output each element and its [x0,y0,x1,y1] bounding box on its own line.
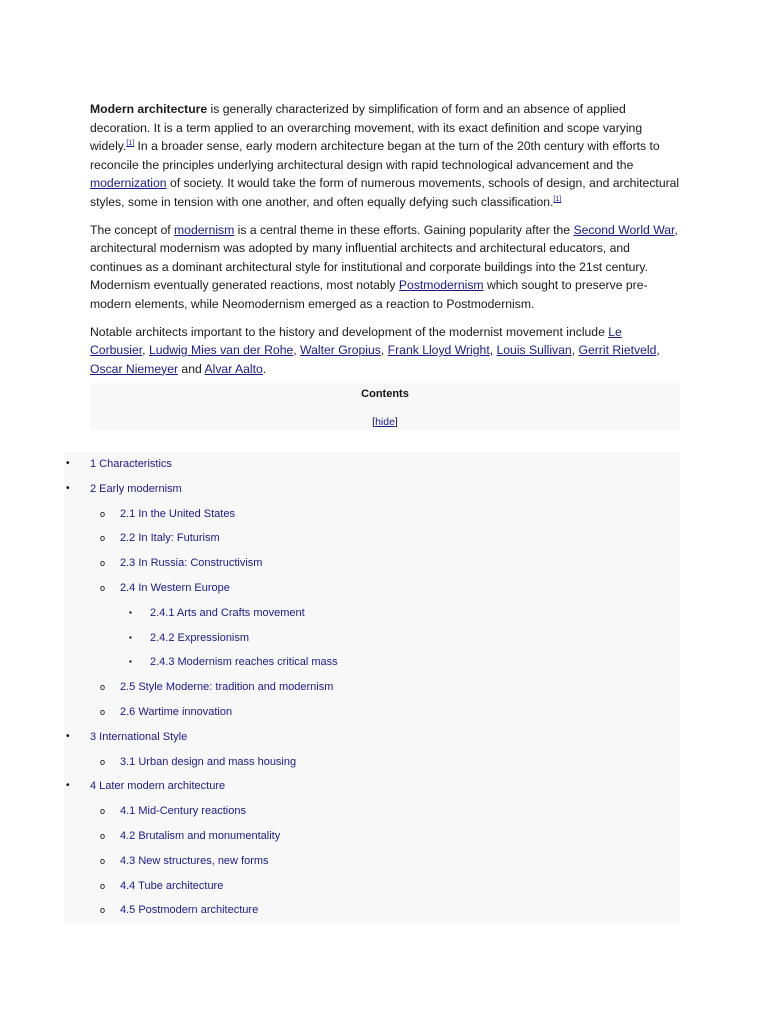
toc-link[interactable]: 2.1 In the United States [120,507,235,520]
separator: , [142,343,149,358]
toc-link[interactable]: 4.5 Postmodern architecture [120,904,259,917]
toc-item[interactable] [64,477,680,502]
toc-link[interactable]: 2.6 Wartime innovation [120,705,233,718]
paragraph-text: is generally characterized by simplification of form and an absence of applied decoration. It is a term applied to an overarching movement, with its exact definition and scope varying widely. [90,102,643,154]
toc-item[interactable] [64,824,680,849]
link-architect[interactable]: Ludwig Mies van der Rohe [148,343,294,358]
bullet-icon: • [66,482,70,494]
bullet-icon: • [66,780,70,792]
bullet-icon: o [100,706,106,717]
toc-link[interactable]: 2 Early modernism [90,482,182,495]
toc-title: Contents [361,388,409,400]
paragraph-text: , architectural modernism was adopted by many influential architects and architectural educators, and continues as a dominant architectural style for institutional and corporate buildings into the 21st century. Modernism eventually generated reactions, most notably [90,222,678,293]
bullet-icon: o [100,830,106,841]
bullet-icon: o [100,533,106,544]
toc-link[interactable]: 2.4 In Western Europe [120,581,230,594]
intro-paragraph-1 [90,100,680,212]
paragraph-text: is a central theme in these efforts. Gaining popularity after the [234,222,574,237]
bullet-icon: • [66,730,70,742]
link-postmodernism[interactable]: Postmodernism [398,278,484,293]
paragraph-text: In a broader sense, early modern architecture began at the turn of the 20th century with efforts to reconcile the principles underlying architectural design with rapid technological advancement and the [90,139,660,172]
link-architect[interactable]: Walter Gropius [300,343,381,358]
bullet-icon: • [66,458,70,469]
bullet-icon: o [100,756,106,767]
toc-item[interactable] [64,799,680,824]
bullet-icon: o [100,806,106,817]
toc-link[interactable]: 2.4.2 Expressionism [150,631,250,644]
toc-hide-link[interactable]: hide [375,416,395,428]
toc-item[interactable] [64,551,680,576]
link-architect[interactable]: Alvar Aalto [204,361,263,376]
toc-link[interactable]: 2.3 In Russia: Constructivism [120,557,263,570]
link-architect[interactable]: Frank Lloyd Wright [387,343,490,358]
toc-item[interactable] [64,874,680,899]
toc-item[interactable] [64,898,680,923]
toc-item[interactable] [64,750,680,775]
paragraph-text: which sought to preserve pre-modern elements, while Neomodernism emerged as a reaction to Postmodernism. [90,278,648,311]
link-architect[interactable]: Louis Sullivan [496,343,572,358]
toc-hide-toggle [90,416,680,428]
toc-item[interactable] [64,452,680,477]
toc-link[interactable]: 1 Characteristics [90,458,172,470]
article-body [90,100,680,387]
link-architect[interactable]: Oscar Niemeyer [90,361,179,376]
paragraph-text: Notable architects important to the history and development of the modernist movement include [90,324,609,339]
toc-item[interactable] [64,526,680,551]
toc-item[interactable] [64,700,680,725]
bullet-icon: ▪ [129,607,132,617]
toc-list [64,452,680,923]
toc-link[interactable]: 2.5 Style Moderne: tradition and modernism [120,681,334,694]
intro-paragraph-2 [90,221,680,314]
separator: and [178,361,205,376]
bracket: ] [394,416,398,428]
article-subject: Modern architecture [90,102,208,116]
bullet-icon: o [100,880,106,891]
bullet-icon: o [100,558,106,569]
toc-item[interactable] [64,576,680,601]
toc-header [90,383,680,430]
separator: , [656,343,660,358]
intro-paragraph-3 [90,323,680,379]
separator: , [380,343,388,358]
toc-link[interactable]: 3.1 Urban design and mass housing [120,755,297,768]
link-second-world-war[interactable]: Second World War [573,222,675,237]
link-architect[interactable]: Gerrit Rietveld [578,343,657,358]
separator: . [262,361,267,376]
toc-item[interactable] [64,725,680,750]
bullet-icon: ▪ [129,657,132,667]
toc-item[interactable] [64,626,680,651]
toc-link[interactable]: 4 Later modern architecture [90,780,226,793]
link-modernization[interactable]: modernization [90,176,167,191]
citation-ref[interactable] [553,196,561,203]
separator: , [571,343,579,358]
toc-link[interactable]: 3 International Style [90,730,188,743]
paragraph-text: The concept of [90,222,175,237]
citation-link[interactable]: [1] [126,140,135,148]
bullet-icon: o [100,508,106,519]
citation-ref[interactable] [126,140,134,147]
bullet-icon: ▪ [129,632,132,642]
bracket: [ [372,416,376,428]
toc-item[interactable] [64,774,680,799]
bullet-icon: o [100,905,106,916]
toc-link[interactable]: 4.4 Tube architecture [120,879,224,892]
toc-item[interactable] [64,849,680,874]
toc-item[interactable] [64,502,680,527]
paragraph-text: of society. It would take the form of numerous movements, schools of design, and architectural styles, some in tension with one another, and often equally defying such classification. [90,176,680,209]
toc-item[interactable] [64,650,680,675]
link-modernism[interactable]: modernism [174,222,235,237]
bullet-icon: o [100,582,106,593]
separator: , [293,343,301,358]
toc-link[interactable]: 4.2 Brutalism and monumentality [120,829,281,842]
toc-link[interactable]: 4.3 New structures, new forms [120,854,269,867]
citation-link[interactable]: [1] [553,195,562,203]
toc-item[interactable] [64,675,680,700]
toc-link[interactable]: 2.2 In Italy: Futurism [120,532,220,545]
separator: , [489,343,497,358]
toc-link[interactable]: 2.4.3 Modernism reaches critical mass [150,656,338,669]
toc-item[interactable] [64,601,680,626]
link-architect[interactable]: Le Corbusier [90,324,622,358]
bullet-icon: o [100,682,106,693]
toc-link[interactable]: 4.1 Mid-Century reactions [120,805,246,818]
bullet-icon: o [100,855,106,866]
toc-link[interactable]: 2.4.1 Arts and Crafts movement [150,606,305,619]
